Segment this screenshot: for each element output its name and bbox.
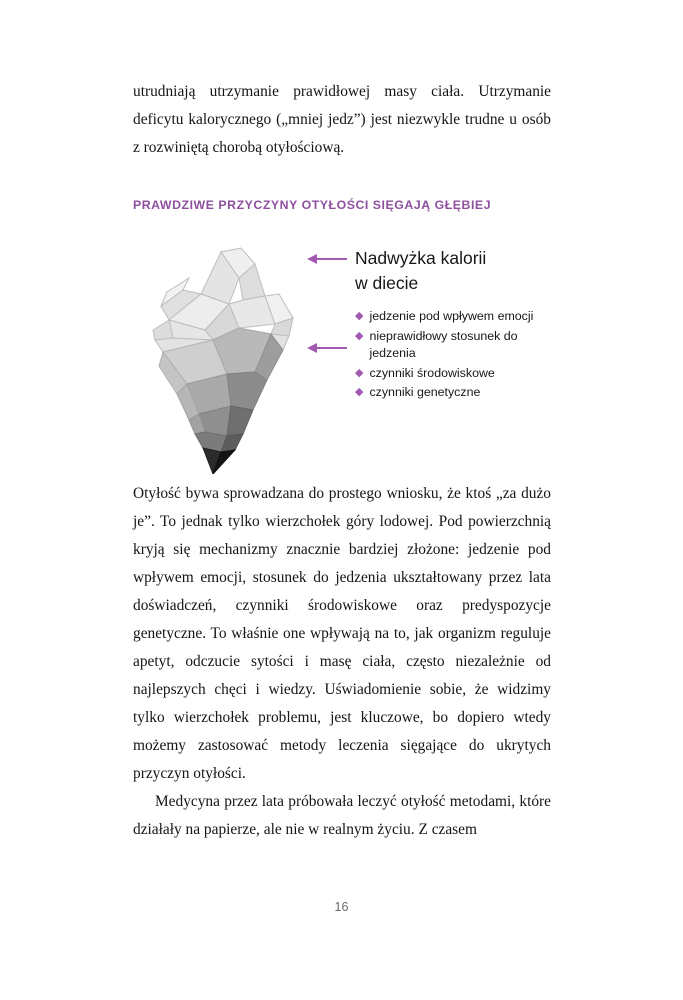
- callout-line-2: w diecie: [355, 273, 419, 293]
- arrow-left-top-icon: [307, 253, 347, 265]
- iceberg-figure: [133, 228, 551, 480]
- page-content: [133, 78, 551, 844]
- bullet-diamond-icon: ◆: [355, 386, 364, 398]
- figure-callout-top: [355, 246, 486, 296]
- bullet-diamond-icon: ◆: [355, 329, 364, 342]
- list-item-label: czynniki środowiskowe: [369, 365, 495, 380]
- list-item: [355, 308, 555, 326]
- page-number: 16: [334, 900, 349, 914]
- section-heading: PRAWDZIWE PRZYCZYNY OTYŁOŚCI SIĘGAJĄ GŁĘBIEJ: [133, 198, 492, 212]
- bullet-diamond-icon: ◆: [355, 310, 364, 322]
- paragraph-body-1: Otyłość bywa sprowadzana do prostego wniosku, że ktoś „za dużo je”. To jednak tylko wierzchołek góry lodowej. Pod powierzchnią kryją się mechanizmy znacznie bardziej złożone: jedzenie pod wpływem emocji, stosunek do jedzenia ukształtowany przez lata doświadczeń, czynniki środowiskowe oraz predyspozycje genetyczne. To właśnie one wpływają na to, jak organizm reguluje apetyt, odczucie sytości i masę ciała, często niezależnie od najlepszych chęci i wiedzy. Uświadomienie sobie, że widzimy tylko wierzchołek problemu, jest kluczowe, bo dopiero wtedy możemy zastosować metody leczenia sięgające do ukrytych przyczyn otyłości.: [133, 485, 551, 782]
- list-item-label: nieprawidłowy stosunek do jedzenia: [369, 328, 518, 360]
- list-item: [355, 328, 555, 363]
- list-item-label: czynniki genetyczne: [369, 385, 481, 399]
- paragraph-top: utrudniają utrzymanie prawidłowej masy ciała. Utrzymanie deficytu kalorycznego („mniej jedz”) jest niezwykle trudne u osób z rozwiniętą chorobą otyłościową.: [133, 83, 551, 156]
- list-item-label: jedzenie pod wpływem emocji: [369, 309, 534, 323]
- bullet-diamond-icon: ◆: [355, 366, 364, 379]
- list-item: [355, 384, 555, 402]
- figure-bullet-list: [355, 308, 555, 404]
- iceberg-illustration-icon: [143, 234, 318, 474]
- paragraph-body-2: Medycyna przez lata próbowała leczyć otyłość metodami, które działały na papierze, ale nie w realnym życiu. Z czasem: [133, 793, 551, 838]
- arrow-left-bottom-icon: [307, 342, 347, 354]
- list-item: [355, 365, 555, 383]
- callout-line-1: Nadwyżka kalorii: [355, 248, 487, 268]
